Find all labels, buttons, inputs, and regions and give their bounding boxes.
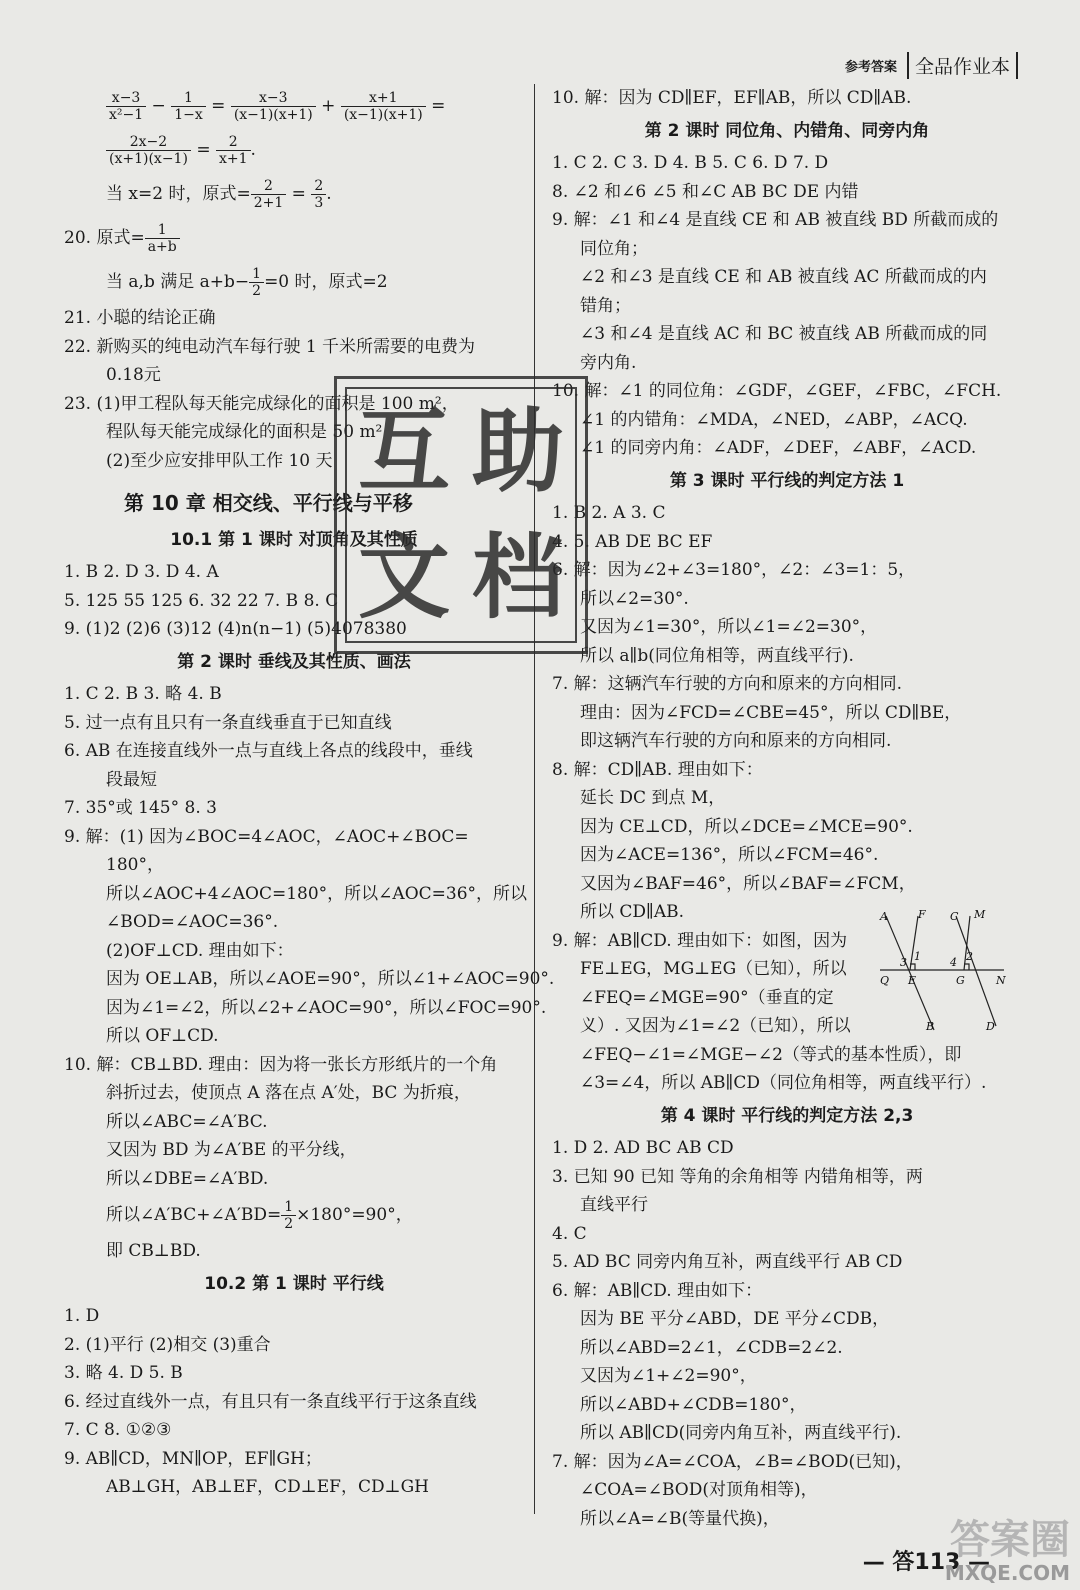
answer-line: 7. 解：这辆汽车行驶的方向和原来的方向相同.	[552, 674, 903, 694]
answer-line: 因为 BE 平分∠ABD，DE 平分∠CDB，	[580, 1309, 890, 1329]
label-b: B	[926, 1020, 935, 1033]
answer-line: 又因为∠BAF=46°，所以∠BAF=∠FCM，	[580, 873, 916, 894]
seal-stamp	[334, 376, 588, 654]
answer-line: 1. C 2. B 3. 略 4. B	[64, 684, 222, 704]
answer-21: 21. 小聪的结论正确	[64, 308, 216, 328]
answer-line: 1. D 2. AD BC AB CD	[552, 1138, 734, 1158]
answer-line: 即这辆汽车行驶的方向和原来的方向相同.	[580, 731, 892, 751]
section-title: 第 2 课时 同位角、内错角、同旁内角	[644, 120, 930, 141]
right-column	[552, 84, 1022, 1533]
answer-line: 1. D	[64, 1306, 100, 1326]
answer-line: 5. AD BC 同旁内角互补，两直线平行 AB CD	[552, 1252, 903, 1272]
answer-line: 10. 解：CB⊥BD. 理由：因为将一张长方形纸片的一个角	[64, 1054, 498, 1075]
answer-line: 10. 解：∠1 的同位角：∠GDF，∠GEF，∠FBC，∠FCH.	[552, 381, 1002, 401]
answer-20: 20. 原式= $\frac{1}{a+b}$	[64, 216, 524, 260]
answer-line: ∠3 和∠4 是直线 AC 和 BC 被直线 AB 所截而成的同	[580, 324, 988, 344]
answer-line: 所以 CD∥AB.	[580, 902, 685, 922]
section-title: 第 4 课时 平行线的判定方法 2,3	[660, 1105, 914, 1126]
stamp-char: 互	[357, 398, 450, 505]
answer-line: 8. ∠2 和∠6 ∠5 和∠C AB BC DE 内错	[552, 181, 859, 202]
answer-line: 所以∠2=30°.	[580, 588, 689, 609]
answer-line: 1. C 2. C 3. D 4. B 5. C 6. D 7. D	[552, 153, 829, 173]
math-line-2: $\frac{2x-2}{(x+1)(x-1)}$ = $\frac{2}{x+1}$ .	[64, 128, 524, 172]
page-number: — 答113 —	[862, 1550, 990, 1575]
answer-line: 同位角；	[580, 238, 648, 259]
answer-line: 3. 已知 90 已知 等角的余角相等 内错角相等，两	[552, 1166, 923, 1187]
header-title: 全品作业本	[907, 52, 1018, 79]
answer-line: FE⊥EG，MG⊥EG（已知），所以	[580, 959, 847, 979]
answer-23-part2: (2)至少应安排甲队工作 10 天	[106, 450, 333, 471]
answer-line: 4. C	[552, 1223, 587, 1244]
answer-line: 180°，	[106, 855, 164, 875]
label-d: D	[986, 1020, 995, 1033]
label-a: A	[880, 910, 888, 923]
column-divider	[534, 84, 535, 1514]
stamp-char: 助	[471, 398, 564, 505]
answer-line: 所以∠A′BC+∠A′BD= $\frac{1}{2}$ ×180°=90°，	[106, 1198, 413, 1232]
label-4: 4	[950, 956, 957, 969]
answer-line: 9. AB∥CD，MN∥OP，EF∥GH；	[64, 1448, 322, 1469]
answer-line: 直线平行	[580, 1195, 648, 1215]
label-f: F	[918, 908, 926, 921]
parallel-lines-figure	[878, 908, 1006, 1034]
header-label: 参考答案	[844, 60, 897, 75]
line-cd	[956, 916, 996, 1026]
answer-line: 旁内角.	[580, 352, 637, 373]
left-column	[64, 84, 555, 1502]
stamp-char: 文	[357, 524, 450, 631]
label-1: 1	[914, 950, 921, 963]
answer-line: 所以∠AOC+4∠AOC=180°，所以∠AOC=36°，所以	[106, 883, 528, 904]
answer-line: 7. 解：因为∠A=∠COA，∠B=∠BOD(已知)，	[552, 1451, 913, 1472]
answer-line: 因为 OE⊥AB，所以∠AOE=90°，所以∠1+∠AOC=90°.	[106, 969, 555, 989]
answer-line: 2. (1)平行 (2)相交 (3)重合	[64, 1334, 271, 1355]
answer-line: (2)OF⊥CD. 理由如下：	[106, 940, 294, 961]
answer-22-cont: 0.18元	[106, 365, 161, 385]
label-2: 2	[966, 950, 973, 963]
label-m: M	[974, 908, 986, 921]
answer-line: 所以∠ABD=2∠1，∠CDB=2∠2.	[580, 1337, 843, 1358]
page-header	[845, 52, 1018, 79]
answer-line: AB⊥GH，AB⊥EF，CD⊥EF，CD⊥GH	[106, 1477, 429, 1497]
answer-line: 又因为∠1=30°，所以∠1=∠2=30°，	[580, 617, 878, 637]
answer-20-cont: 当 a,b 满足 a+b− $\frac{1}{2}$ =0 时，原式=2	[106, 265, 388, 299]
answer-line: 6. 解：因为∠2+∠3=180°，∠2：∠3=1：5，	[552, 560, 916, 580]
answer-line: 理由：因为∠FCD=∠CBE=45°，所以 CD∥BE，	[580, 702, 962, 723]
answer-line: 3. 略 4. D 5. B	[64, 1363, 183, 1383]
answer-line: 6. 经过直线外一点，有且只有一条直线平行于这条直线	[64, 1391, 477, 1412]
answer-line: 斜折过去，使顶点 A 落在点 A′处，BC 为折痕，	[106, 1083, 471, 1103]
answer-line: 所以∠ABC=∠A′BC.	[106, 1111, 268, 1132]
answer-line: 4. 5. AB DE BC EF	[552, 531, 713, 552]
answer-line: 所以∠DBE=∠A′BD.	[106, 1168, 269, 1189]
answer-line: 5. 125 55 125 6. 32 22 7. B 8. C	[64, 590, 339, 611]
answer-22: 22. 新购买的纯电动汽车每行驶 1 千米所需要的电费为	[64, 336, 476, 357]
label-e: E	[908, 974, 917, 987]
answer-line: 又因为 BD 为∠A′BE 的平分线，	[106, 1140, 357, 1160]
answer-line: ∠2 和∠3 是直线 CE 和 AB 被直线 AC 所截而成的内	[580, 267, 987, 287]
answer-line: 9. (1)2 (2)6 (3)12 (4)n(n−1) (5)4078380	[64, 619, 407, 639]
answer-line: 因为∠ACE=136°，所以∠FCM=46°.	[580, 845, 879, 865]
answer-line: ∠3=∠4，所以 AB∥CD（同位角相等，两直线平行）.	[580, 1073, 987, 1093]
answer-line: 7. 35°或 145° 8. 3	[64, 798, 217, 818]
label-c: C	[950, 910, 959, 923]
label-g: G	[956, 974, 965, 987]
chapter-title: 第 10 章 相交线、平行线与平移	[124, 491, 413, 515]
section-title: 10.1 第 1 课时 对顶角及其性质	[170, 529, 418, 550]
answer-line: 段最短	[106, 769, 157, 790]
answer-line: 1. B 2. D 3. D 4. A	[64, 562, 219, 582]
answer-line: 6. AB 在连接直线外一点与直线上各点的线段中，垂线	[64, 741, 473, 761]
answer-line: ∠1 的内错角：∠MDA，∠NED，∠ABP，∠ACQ.	[580, 409, 968, 430]
answer-line: 8. 解：CD∥AB. 理由如下：	[552, 759, 763, 780]
section-title: 第 2 课时 垂线及其性质、画法	[177, 651, 411, 672]
answer-line: ∠FEQ−∠1=∠MGE−∠2（等式的基本性质），即	[580, 1044, 962, 1065]
answer-line: 所以∠A=∠B(等量代换)，	[580, 1508, 780, 1529]
answer-line: 因为 CE⊥CD，所以∠DCE=∠MCE=90°.	[580, 816, 913, 837]
section-title: 10.2 第 1 课时 平行线	[204, 1273, 384, 1294]
answer-23: 23. (1)甲工程队每天能完成绿化的面积是 100 m²，	[64, 393, 459, 414]
answer-line: 因为∠1=∠2，所以∠2+∠AOC=90°，所以∠FOC=90°.	[106, 997, 547, 1018]
label-q: Q	[880, 974, 890, 987]
label-3: 3	[900, 956, 907, 969]
answer-line: 5. 过一点有且只有一条直线垂直于已知直线	[64, 712, 392, 733]
answer-23-cont: 程队每天能完成绿化的面积是 50 m²	[106, 422, 383, 442]
watermark-logo: 答案圈 MXQE.COM	[944, 1517, 1070, 1585]
answer-line: 9. 解：(1) 因为∠BOC=4∠AOC，∠AOC+∠BOC=	[64, 826, 469, 847]
label-n: N	[996, 974, 1006, 987]
math-line-3: 当 x=2 时，原式= $\frac{2}{2+1}$ = $\frac{2}{3}$ .	[106, 177, 332, 211]
line-ab	[886, 916, 934, 1030]
math-line-1: $\frac{x-3}{\text{x²−1}}$ − $\frac{1}{1-x}$ = $\frac{x-3}{(x-1)(x+1)}$ + $\frac{x+1}{(x-1)(x+1)}$ =	[64, 84, 524, 128]
answer-line: 9. 解：∠1 和∠4 是直线 CE 和 AB 被直线 BD 所截而成的	[552, 210, 999, 230]
answer-line: 错角；	[580, 295, 631, 316]
answer-line: 所以∠ABD+∠CDB=180°，	[580, 1394, 807, 1415]
section-title: 第 3 课时 平行线的判定方法 1	[669, 470, 905, 491]
answer-line: 即 CB⊥BD.	[106, 1241, 201, 1261]
stamp-char: 档	[471, 524, 564, 631]
answer-line: 所以 OF⊥CD.	[106, 1026, 219, 1046]
answer-line: ∠FEQ=∠MGE=90°（垂直的定	[580, 987, 834, 1008]
answer-line: 10. 解：因为 CD∥EF，EF∥AB，所以 CD∥AB.	[552, 88, 912, 108]
answer-line: 延长 DC 到点 M，	[580, 788, 726, 808]
answer-line: ∠1 的同旁内角：∠ADF，∠DEF，∠ABF，∠ACD.	[580, 438, 977, 458]
answer-line: ∠COA=∠BOD(对顶角相等)，	[580, 1480, 818, 1500]
answer-line: ∠BOD=∠AOC=36°.	[106, 912, 279, 932]
answer-line: 义）. 又因为∠1=∠2（已知），所以	[580, 1016, 851, 1036]
answer-line: 6. 解：AB∥CD. 理由如下：	[552, 1280, 763, 1301]
answer-line: 7. C 8. ①②③	[64, 1420, 172, 1440]
answer-line: 又因为∠1+∠2=90°，	[580, 1366, 757, 1386]
answer-line: 所以 a∥b(同位角相等，两直线平行).	[580, 645, 854, 666]
answer-line: 9. 解：AB∥CD. 理由如下：如图，因为	[552, 930, 848, 951]
answer-line: 所以 AB∥CD(同旁内角互补，两直线平行).	[580, 1423, 902, 1443]
answer-line: 1. B 2. A 3. C	[552, 503, 666, 523]
